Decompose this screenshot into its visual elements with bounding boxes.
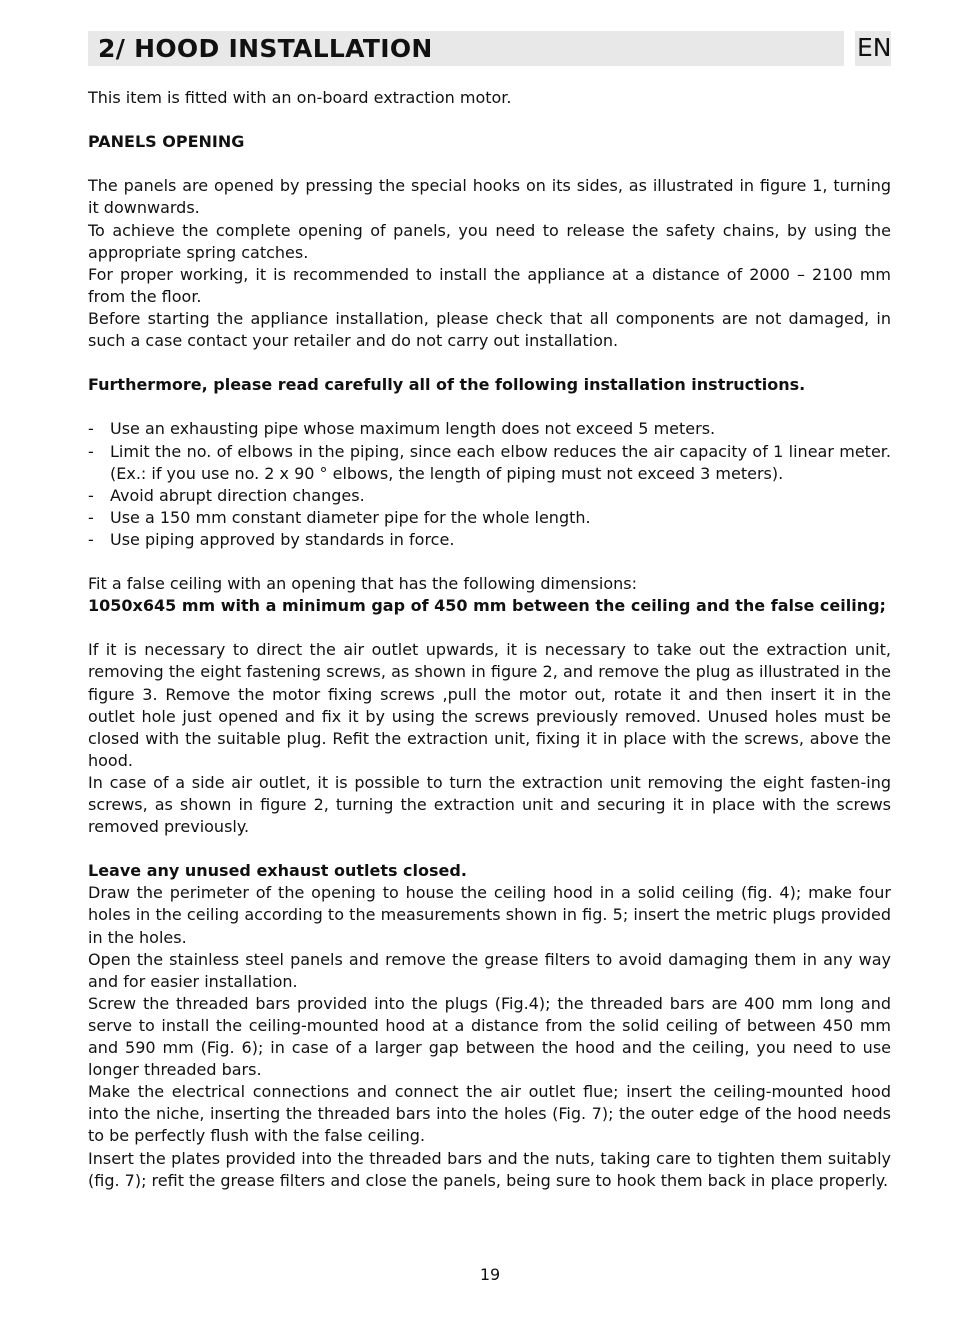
panels-paragraph: To achieve the complete opening of panels, you need to release the safety chains, by using the appropriate spring catches. [88, 220, 891, 262]
list-item [88, 507, 891, 529]
list-item [88, 529, 891, 551]
instruction-list [88, 418, 891, 551]
bullet-dash: - [88, 419, 94, 439]
panels-paragraph: The panels are opened by pressing the special hooks on its sides, as illustrated in figure 1, turning it downwards. [88, 176, 891, 218]
unused-outlets-heading: Leave any unused exhaust outlets closed. [88, 861, 467, 881]
outlet-paragraph: In case of a side air outlet, it is possible to turn the extraction unit removing the eight fasten-ing screws, as shown in figure 2, turning the extraction unit and securing it in place with the screws removed previously. [88, 772, 891, 837]
instructions-heading: Furthermore, please read carefully all of the following installation instructions. [88, 375, 806, 395]
list-item-text: Use a 150 mm constant diameter pipe for the whole length. [110, 507, 591, 527]
bullet-dash: - [88, 507, 94, 527]
list-item-text: Use an exhausting pipe whose maximum length does not exceed 5 meters. [110, 419, 716, 439]
bullet-dash: - [88, 529, 94, 549]
panels-opening-heading: PANELS OPENING [88, 132, 245, 152]
list-item [88, 418, 891, 440]
bullet-dash: - [88, 441, 94, 461]
false-ceiling-dimensions: 1050x645 mm with a minimum gap of 450 mm between the ceiling and the false ceiling; [88, 596, 886, 616]
false-ceiling-text: Fit a false ceiling with an opening that has the following dimensions: [88, 574, 637, 594]
list-item [88, 441, 891, 485]
language-code: EN [857, 33, 892, 62]
list-item-text: Use piping approved by standards in force. [110, 529, 455, 549]
page-number: 19 [479, 1265, 501, 1284]
list-item-text: Avoid abrupt direction changes. [110, 485, 365, 505]
installation-paragraph: Draw the perimeter of the opening to house the ceiling hood in a solid ceiling (fig. 4); make four holes in the ceiling according to the measurements shown in fig. 5; insert the metric plugs provided in the holes. [88, 883, 891, 947]
installation-paragraph: Make the electrical connections and connect the air outlet flue; insert the ceiling-mounted hood into the niche, inserting the threaded bars into the holes (Fig. 7); the outer edge of the hood needs to be perfectly flush with the false ceiling. [88, 1082, 891, 1146]
intro-text: This item is fitted with an on-board extraction motor. [88, 88, 512, 107]
language-tab [855, 31, 891, 66]
panels-paragraph: Before starting the appliance installation, please check that all components are not damaged, in such a case contact your retailer and do not carry out installation. [88, 308, 891, 351]
installation-paragraph: Screw the threaded bars provided into the plugs (Fig.4); the threaded bars are 400 mm long and serve to install the ceiling-mounted hood at a distance from the solid ceiling of between 450 mm and 590 mm (Fig. 6); in case of a larger gap between the hood and the ceiling, you need to use longer threaded bars. [88, 993, 891, 1080]
installation-paragraph: Insert the plates provided into the threaded bars and the nuts, taking care to tighten them suitably (fig. 7); refit the grease filters and close the panels, being sure to hook them back in place properly. [88, 1148, 891, 1190]
section-title: 2/ HOOD INSTALLATION [98, 34, 433, 63]
list-item-text: Limit the no. of elbows in the piping, since each elbow reduces the air capacity of 1 linear meter. (Ex.: if you use no. 2 x 90 ° elbows, the length of piping must not exceed 3 meters). [110, 441, 891, 483]
installation-paragraph: Open the stainless steel panels and remove the grease filters to avoid damaging them in any way and for easier installation. [88, 949, 891, 991]
section-header [88, 31, 844, 66]
list-item [88, 485, 891, 507]
document-body [88, 87, 891, 1192]
bullet-dash: - [88, 485, 94, 505]
panels-paragraph: For proper working, it is recommended to install the appliance at a distance of 2000 – 2100 mm from the floor. [88, 264, 891, 306]
outlet-paragraph: If it is necessary to direct the air outlet upwards, it is necessary to take out the extraction unit, removing the eight fastening screws, as shown in figure 2, and remove the plug as illustrated in the figure 3. Remove the motor fixing screws ,pull the motor out, rotate it and then insert it in the outlet hole just opened and fix it by using the screws previously removed. Unused holes must be closed with the suitable plug. Refit the extraction unit, fixing it in place with the screws, above the hood. [88, 640, 891, 770]
